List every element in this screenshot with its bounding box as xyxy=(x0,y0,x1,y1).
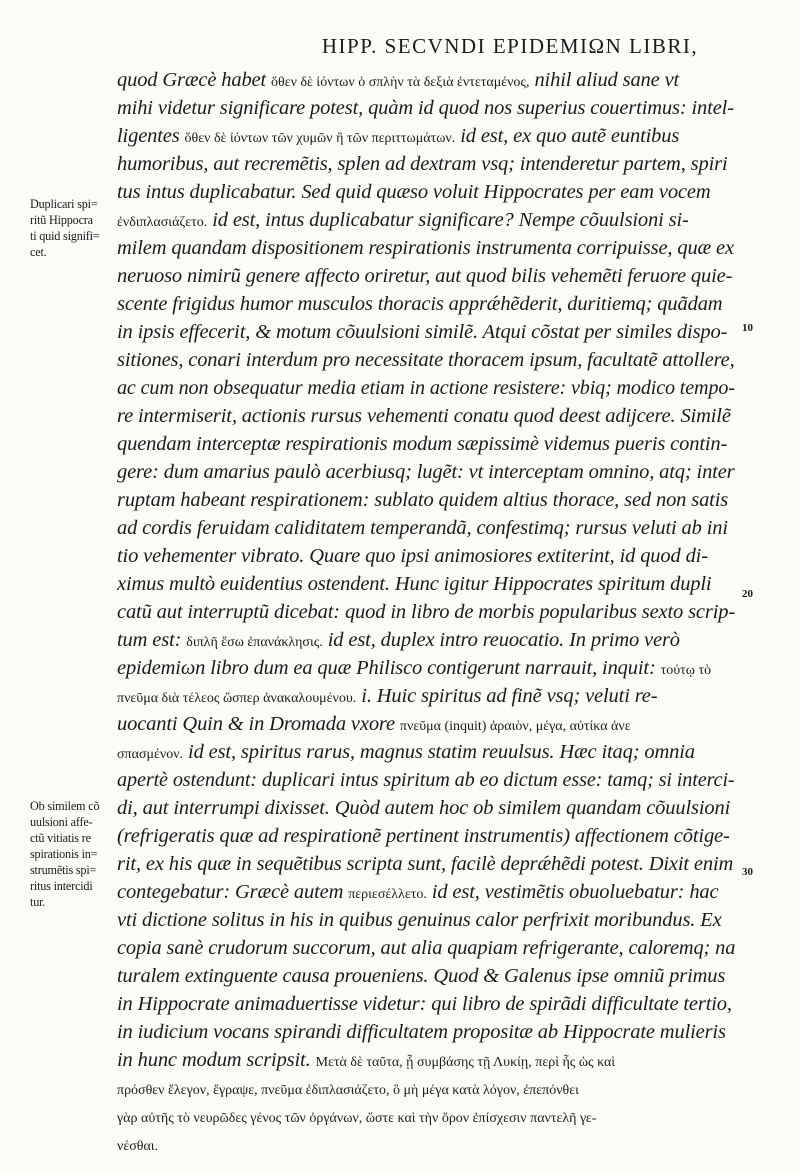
text-line xyxy=(117,458,735,486)
text-line xyxy=(117,598,735,626)
latin-text: id est, spiritus rarus, magnus statim reuulsus. Hæc itaq; omnia xyxy=(183,741,695,763)
latin-text: epidemiωn libro dum ea quæ Philisco contigerunt narrauit, inquit: xyxy=(117,657,661,679)
greek-text: τούτῳ τὸ xyxy=(660,663,712,678)
text-line xyxy=(117,374,735,402)
latin-text: di, aut interrumpi dixisset. Quòd autem hoc ob similem quandam cõuulsioni xyxy=(117,797,731,819)
latin-text: quendam interceptæ respirationis modum sæpissimè videmus pueris contin- xyxy=(117,433,728,455)
latin-text: ruptam habeant respirationem: sublato quidem altius thorace, sed non satis xyxy=(117,489,729,511)
greek-text: περιεσέλλετο. xyxy=(348,887,427,902)
text-line xyxy=(117,682,657,713)
text-line xyxy=(117,766,735,794)
latin-text: id est, intus duplicabatur significare? Nempe cõuulsioni si- xyxy=(207,209,689,231)
text-line xyxy=(117,654,711,685)
text-line xyxy=(117,430,727,458)
text-line xyxy=(117,402,731,430)
latin-text: in hunc modum scripsit. xyxy=(117,1049,316,1071)
latin-text: in ipsis effecerit, & motum cõuulsioni similẽ. Atqui cõstat per similes dispo- xyxy=(117,321,728,343)
greek-text: γὰρ αὐτῆς τὸ νευρῶδες γένος τῶν ὀργάνων, ὥστε καὶ τὴν ὅρον ἐπίσχεσιν παντελῆ γε- xyxy=(117,1111,597,1126)
latin-text: ad cordis feruidam caliditatem temperandã, confestimq; rursus veluti ab ini xyxy=(117,517,728,539)
greek-text: πνεῦμα διὰ τέλεος ὥσπερ ἀνακαλουμένου. xyxy=(117,691,357,706)
latin-text: id est, duplex intro reuocatio. In primo verò xyxy=(322,629,680,651)
line-number-10: 10 xyxy=(742,322,753,334)
text-line xyxy=(117,570,711,598)
latin-text: scente frigidus humor musculos thoracis apprǽhẽderit, duritiemq; quãdam xyxy=(117,293,723,315)
latin-text: ac cum non obsequatur media etiam in actione resistere: vbiq; modico tempo- xyxy=(117,377,735,399)
latin-text: sitiones, conari interdum pro necessitate thoracem ipsum, facultatẽ attollere, xyxy=(117,349,735,371)
margin-note-line: Duplicari spi= xyxy=(30,197,98,211)
text-line xyxy=(117,878,718,909)
line-number-20: 20 xyxy=(742,588,753,600)
line-number-30: 30 xyxy=(742,866,753,878)
text-line xyxy=(117,1130,158,1161)
greek-text: ὅθεν δὲ ἰόντων τῶν χυμῶν ἢ τῶν περιττωμάτων. xyxy=(184,131,456,146)
latin-text: vti dictione solitus in his in quibus genuinus calor perfrixit moribundus. Ex xyxy=(117,909,722,931)
text-line xyxy=(117,1018,726,1046)
latin-text: humoribus, aut recremẽtis, splen ad dextram vsq; intenderetur partem, spiri xyxy=(117,153,728,175)
text-line xyxy=(117,122,679,153)
text-line xyxy=(117,850,733,878)
text-line xyxy=(117,1046,615,1077)
latin-text: uocanti Quin & in Dromada vxore xyxy=(117,713,400,735)
margin-note-duplicari xyxy=(30,196,116,260)
latin-text: ligentes xyxy=(117,125,185,147)
greek-text: σπασμένον. xyxy=(117,747,184,762)
latin-text: apertè ostendunt: duplicari intus spiritum ab eo dictum esse: tamq; si interci- xyxy=(117,769,735,791)
greek-text: Μετὰ δὲ ταῦτα, ᾗ συμβάσης τῇ Λυκίῃ, περὶ ἧς ὡς καὶ xyxy=(315,1055,616,1070)
text-line xyxy=(117,262,732,290)
text-line xyxy=(117,822,730,850)
greek-text: νέσθαι. xyxy=(117,1139,159,1154)
latin-text: catũ aut interruptũ dicebat: quod in libro de morbis popularibus sexto scrip- xyxy=(117,601,736,623)
latin-text: in iudicium vocans spirandi difficultatem propositæ ab Hippocrate mulieris xyxy=(117,1021,726,1043)
text-line xyxy=(117,94,734,122)
greek-text: διπλῆ ἔσω ἐπανάκλησις. xyxy=(186,635,323,650)
latin-text: (refrigeratis quæ ad respirationẽ pertinent instrumentis) affectionem cõtige- xyxy=(117,825,730,847)
margin-note-line: ritũ Hippocra xyxy=(30,213,93,227)
text-line xyxy=(117,906,722,934)
latin-text: tum est: xyxy=(117,629,187,651)
latin-text: nihil aliud sane vt xyxy=(529,69,680,91)
latin-text: tio vehementer vibrato. Quare quo ipsi animosiores extiterint, id quod di- xyxy=(117,545,708,567)
latin-text: id est, ex quo autẽ euntibus xyxy=(455,125,680,147)
margin-note-line: cet. xyxy=(30,245,47,259)
text-line xyxy=(117,318,727,346)
latin-text: id est, vestimẽtis obuoluebatur: hac xyxy=(426,881,719,903)
latin-text: quod Græcè habet xyxy=(117,69,272,91)
text-line xyxy=(117,542,708,570)
latin-text: mihi videtur significare potest, quàm id quod nos superius couertimus: intel- xyxy=(117,97,734,119)
text-line xyxy=(117,962,725,990)
text-line xyxy=(117,710,631,741)
latin-text: turalem extinguente causa proueniens. Quod & Galenus ipse omniũ primus xyxy=(117,965,726,987)
latin-text: re intermiserit, actionis rursus vehementi conatu quod deest adijcere. Similẽ xyxy=(117,405,731,427)
latin-text: copia sanè crudorum succorum, aut alia quapiam refrigerante, caloremq; na xyxy=(117,937,736,959)
margin-note-line: uulsioni affe- xyxy=(30,815,93,829)
text-line xyxy=(117,794,730,822)
greek-text: ὅθεν δὲ ἰόντων ὁ σπλὴν τὰ δεξιὰ ἐντεταμένος, xyxy=(271,75,530,90)
greek-text: πρόσθεν ἔλεγον, ἔγραψε, πνεῦμα ἐδιπλασιάζετο, ὃ μὴ μέγα κατὰ λόγον, ἐπεπόνθει xyxy=(117,1083,579,1098)
text-line xyxy=(117,1102,596,1133)
greek-text: ἐνδιπλασιάζετο. xyxy=(117,215,208,230)
text-line xyxy=(117,486,728,514)
latin-text: milem quandam dispositionem respirationis instrumenta corripuisse, quæ ex xyxy=(117,237,734,259)
greek-text: πνεῦμα (inquit) ἀραιὸν, μέγα, αὐτίκα ἀνε xyxy=(399,719,631,734)
text-line xyxy=(117,178,710,206)
text-line xyxy=(117,990,732,1018)
text-line xyxy=(117,1074,579,1105)
latin-text: neruoso nimirũ genere affecto oriretur, aut quod bilis vehemẽti feruore quie- xyxy=(117,265,733,287)
text-line xyxy=(117,150,728,178)
text-line xyxy=(117,66,679,97)
text-line xyxy=(117,206,689,237)
running-head: HIPP. SECVNDI EPIDEMIΩN LIBRI, xyxy=(321,34,699,58)
text-line xyxy=(117,346,735,374)
margin-note-line: ritus intercidi xyxy=(30,879,93,893)
latin-text: contegebatur: Græcè autem xyxy=(117,881,349,903)
margin-note-line: strumẽtis spi= xyxy=(30,863,97,877)
latin-text: ximus multò euidentius ostendent. Hunc igitur Hippocrates spiritum dupli xyxy=(117,573,712,595)
margin-note-line: ctũ vitiatis re xyxy=(30,831,91,845)
text-line xyxy=(117,290,722,318)
margin-note-line: ti quid signifi= xyxy=(30,229,100,243)
latin-text: rit, ex his quæ in sequẽtibus scripta sunt, facilè deprǽhẽdi potest. Dixit enim xyxy=(117,853,734,875)
margin-note-line: spirationis in= xyxy=(30,847,98,861)
margin-note-ob-similem xyxy=(30,798,116,910)
latin-text: in Hippocrate animaduertisse videtur: qui libro de spirãdi difficultate tertio, xyxy=(117,993,732,1015)
latin-text: tus intus duplicabatur. Sed quid quæso voluit Hippocrates per eam vocem xyxy=(117,181,711,203)
latin-text: i. Huic spiritus ad finẽ vsq; veluti re- xyxy=(356,685,658,707)
text-line xyxy=(117,514,728,542)
latin-text: gere: dum amarius paulò acerbiusq; lugẽt: vt interceptam omnino, atq; inter xyxy=(117,461,735,483)
text-line xyxy=(117,234,734,262)
margin-note-line: Ob similem cõ xyxy=(30,799,100,813)
text-line xyxy=(117,738,695,769)
text-line xyxy=(117,934,735,962)
text-line xyxy=(117,626,680,657)
margin-note-line: tur. xyxy=(30,895,46,909)
